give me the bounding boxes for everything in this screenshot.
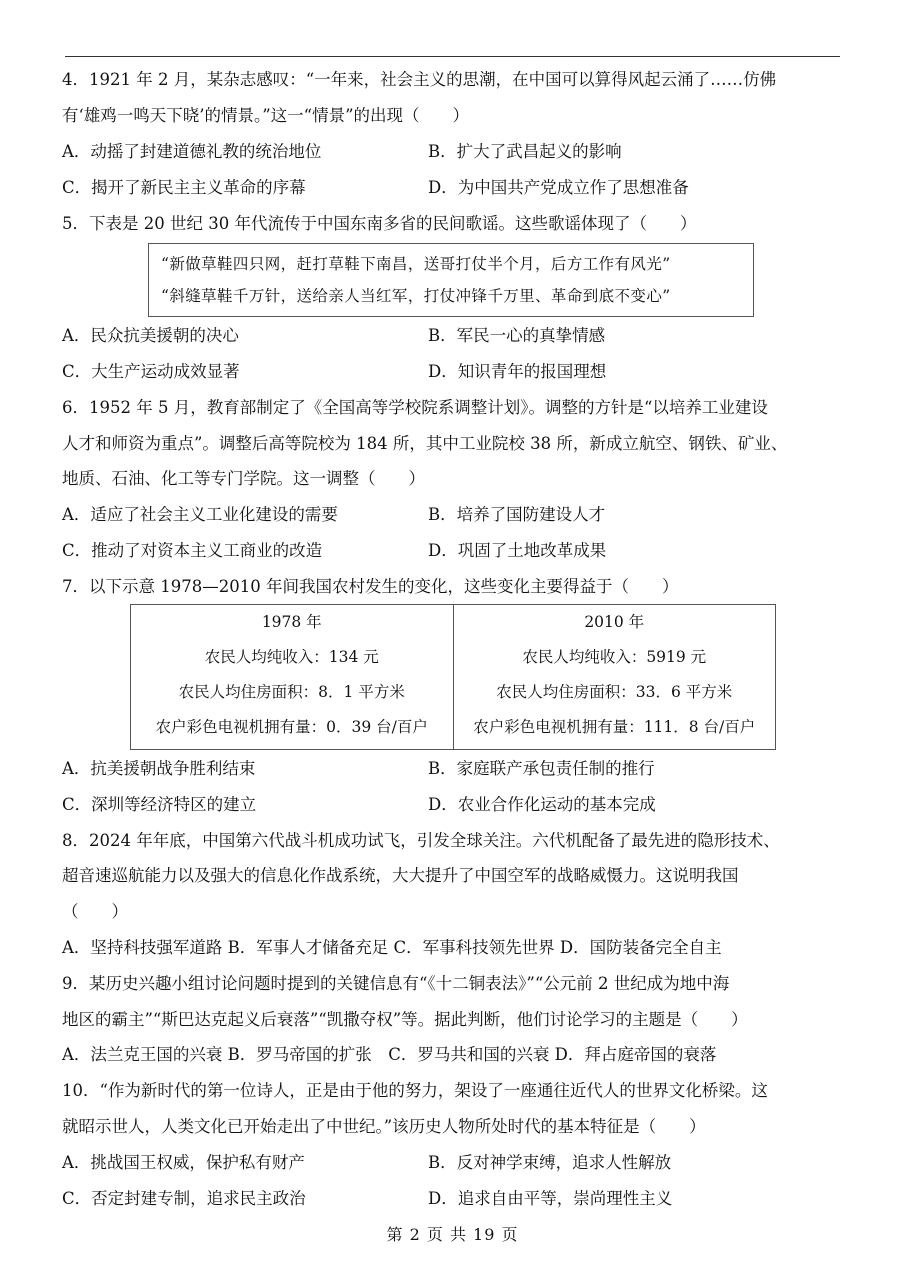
q6-stem-line-2: 人才和师资为重点”。调整后高等院校为 184 所，其中工业院校 38 所，新成立航空、钢铁、矿业、 [62, 434, 788, 453]
table-column-2010 [453, 605, 776, 750]
q6-option-b[interactable]: B．培养了国防建设人才 [428, 505, 606, 524]
q4-option-d[interactable]: D．为中国共产党成立作了思想准备 [428, 178, 689, 197]
q8-options[interactable]: A．坚持科技强军道路 B．军事人才储备充足 C．军事科技领先世界 D．国防装备完全自主 [62, 938, 722, 957]
rural-change-table [130, 604, 776, 750]
q8-stem-line-1: 8．2024 年年底，中国第六代战斗机成功试飞，引发全球关注。六代机配备了最先进的隐形技术、 [62, 831, 780, 850]
q10-option-d[interactable]: D．追求自由平等，崇尚理性主义 [428, 1189, 673, 1208]
q10-option-a[interactable]: A．挑战国王权威，保护私有财产 [62, 1153, 305, 1172]
page-footer: 第 2 页 共 19 页 [386, 1225, 519, 1244]
table-cell: 农户彩色电视机拥有量：0．39 台/百户 [155, 718, 428, 736]
folk-song-line-2: “斜缝草鞋千万针，送给亲人当红军，打仗冲锋千万里、革命到底不变心” [161, 287, 671, 305]
q6-stem-line-1: 6．1952 年 5 月，教育部制定了《全国高等学校院系调整计划》。调整的方针是“以培养工业建设 [62, 398, 768, 417]
folk-song-line-1: “新做草鞋四只网，赶打草鞋下南昌，送哥打仗半个月，后方工作有风光” [161, 255, 671, 273]
q4-option-b[interactable]: B．扩大了武昌起义的影响 [428, 142, 622, 161]
q5-option-b[interactable]: B．军民一心的真挚情感 [428, 326, 606, 345]
q9-stem-line-1: 9．某历史兴趣小组讨论问题时提到的关键信息有“《十二铜表法》”“公元前 2 世纪成为地中海 [62, 974, 730, 993]
q5-option-a[interactable]: A．民众抗美援朝的决心 [62, 326, 239, 345]
q4-option-a[interactable]: A．动摇了封建道德礼教的统治地位 [62, 142, 322, 161]
q10-option-b[interactable]: B．反对神学束缚，追求人性解放 [428, 1153, 672, 1172]
q8-stem-line-2: 超音速巡航能力以及强大的信息化作战系统，大大提升了中国空军的战略威慑力。这说明我国 [62, 866, 739, 885]
table-cell: 农民人均纯收入：134 元 [204, 648, 379, 666]
q6-option-d[interactable]: D．巩固了土地改革成果 [428, 541, 607, 560]
q7-stem-line-1: 7．以下示意 1978—2010 年间我国农村发生的变化，这些变化主要得益于（ ） [62, 577, 679, 596]
q10-stem-line-2: 就昭示世人，人类文化已开始走出了中世纪。”该历史人物所处时代的基本特征是（ ） [62, 1117, 706, 1136]
q7-option-b[interactable]: B．家庭联产承包责任制的推行 [428, 759, 655, 778]
header-rule [65, 56, 840, 57]
q5-option-d[interactable]: D．知识青年的报国理想 [428, 362, 607, 381]
table-cell: 农户彩色电视机拥有量：111．8 台/百户 [473, 718, 756, 736]
q6-option-a[interactable]: A．适应了社会主义工业化建设的需要 [62, 505, 338, 524]
table-column-1978 [131, 605, 454, 750]
table-cell: 农民人均住房面积：8．1 平方米 [178, 683, 405, 701]
q9-options[interactable]: A．法兰克王国的兴衰 B．罗马帝国的扩张 C．罗马共和国的兴衰 D．拜占庭帝国的衰落 [62, 1045, 717, 1064]
q6-stem-line-3: 地质、石油、化工等专门学院。这一调整（ ） [62, 469, 425, 488]
table-cell: 农民人均纯收入：5919 元 [522, 648, 707, 666]
q7-option-a[interactable]: A．抗美援朝战争胜利结束 [62, 759, 256, 778]
q10-option-c[interactable]: C．否定封建专制，追求民主政治 [62, 1189, 306, 1208]
folk-song-box [148, 243, 754, 317]
table-header-1978: 1978 年 [261, 613, 322, 631]
q4-stem-line-2: 有‘雄鸡一鸣天下晓’的情景。”这一“情景”的出现（ ） [62, 106, 470, 125]
q4-option-c[interactable]: C．揭开了新民主主义革命的序幕 [62, 178, 306, 197]
table-cell: 农民人均住房面积：33．6 平方米 [496, 683, 733, 701]
q6-option-c[interactable]: C．推动了对资本主义工商业的改造 [62, 541, 323, 560]
q10-stem-line-1: 10．“作为新时代的第一位诗人，正是由于他的努力，架设了一座通往近代人的世界文化桥梁。这 [62, 1081, 768, 1100]
q7-option-c[interactable]: C．深圳等经济特区的建立 [62, 795, 257, 814]
q5-option-c[interactable]: C．大生产运动成效显著 [62, 362, 240, 381]
q4-stem-line-1: 4．1921 年 2 月，某杂志感叹：“一年来，社会主义的思潮，在中国可以算得风起云涌了……仿佛 [62, 70, 777, 89]
table-header-2010: 2010 年 [584, 613, 645, 631]
q5-stem-line-1: 5．下表是 20 世纪 30 年代流传于中国东南多省的民间歌谣。这些歌谣体现了（ ） [62, 214, 697, 233]
q7-option-d[interactable]: D．农业合作化运动的基本完成 [428, 795, 656, 814]
q8-stem-line-3: （ ） [62, 902, 128, 921]
q9-stem-line-2: 地区的霸主”“斯巴达克起义后衰落”“凯撒夺权”等。据此判断，他们讨论学习的主题是（ ） [62, 1010, 748, 1029]
